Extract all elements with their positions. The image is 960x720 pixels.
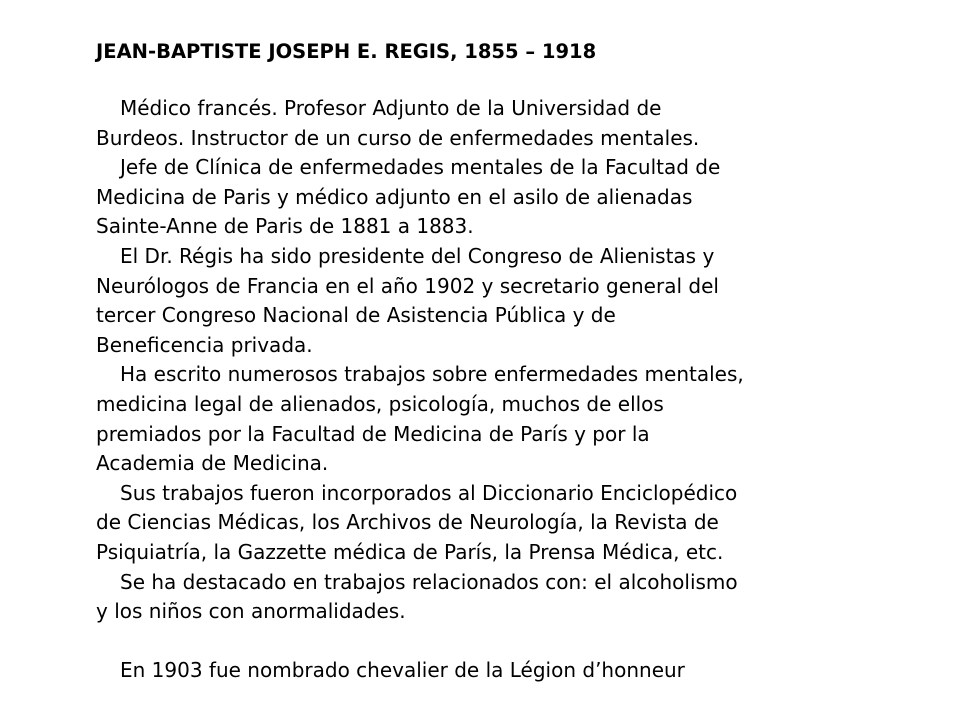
- text-line: Sus trabajos fueron incorporados al Diccionario Enciclopédico: [120, 480, 738, 505]
- slide-content: [96, 38, 896, 686]
- text-line: Se ha destacado en trabajos relacionados con: el alcoholismo: [120, 569, 738, 594]
- final-line: En 1903 fue nombrado chevalier de la Légion d’honneur: [120, 658, 685, 683]
- text-line: tercer Congreso Nacional de Asistencia Pública y de: [96, 303, 616, 328]
- page-title: JEAN-BAPTISTE JOSEPH E. REGIS, 1855 – 1918: [96, 40, 597, 63]
- text-line: y los niños con anormalidades.: [96, 599, 406, 624]
- text-line: de Ciencias Médicas, los Archivos de Neurología, la Revista de: [96, 510, 719, 535]
- text-line: Jefe de Clínica de enfermedades mentales de la Facultad de: [120, 155, 721, 180]
- text-line: Beneficencia privada.: [96, 332, 313, 357]
- text-line: Neurólogos de Francia en el año 1902 y secretario general del: [96, 273, 719, 298]
- text-line: Médico francés. Profesor Adjunto de la Universidad de: [120, 96, 662, 120]
- text-line: Academia de Medicina.: [96, 451, 329, 476]
- text-line: Sainte-Anne de Paris de 1881 a 1883.: [96, 214, 474, 239]
- text-line: medicina legal de alienados, psicología, muchos de ellos: [96, 391, 664, 416]
- text-line: premiados por la Facultad de Medicina de París y por la: [96, 421, 650, 446]
- text-line: Psiquiatría, la Gazzette médica de París, la Prensa Médica, etc.: [96, 539, 724, 564]
- spacer: [96, 627, 896, 657]
- text-line: Medicina de Paris y médico adjunto en el asilo de alienadas: [96, 184, 693, 209]
- text-line: Ha escrito numerosos trabajos sobre enfermedades mentales,: [120, 362, 744, 387]
- text-line: Burdeos. Instructor de un curso de enfermedades mentales.: [96, 125, 700, 150]
- text-line: El Dr. Régis ha sido presidente del Congreso de Alienistas y: [120, 243, 715, 268]
